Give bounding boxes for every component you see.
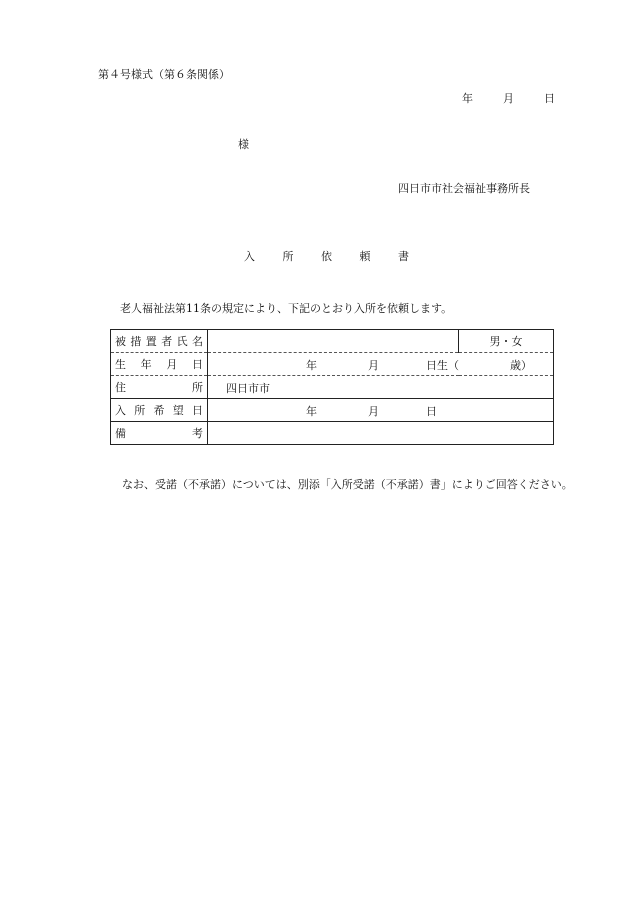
title-char: 依 bbox=[321, 250, 332, 263]
date-month: 月 bbox=[503, 92, 514, 105]
entry-year: 年 bbox=[306, 405, 317, 418]
table-row-address bbox=[111, 376, 554, 399]
intro-text: 老人福祉法第11条の規定により、下記のとおり入所を依頼します。 bbox=[120, 302, 453, 315]
date-year: 年 bbox=[462, 92, 473, 105]
entry-date-field[interactable] bbox=[208, 399, 554, 422]
title-char: 所 bbox=[282, 250, 294, 263]
name-field[interactable] bbox=[208, 330, 459, 353]
address-field[interactable] bbox=[208, 376, 554, 399]
table-row-name bbox=[111, 330, 554, 353]
remarks-label-cell bbox=[111, 422, 208, 445]
date-line bbox=[462, 90, 555, 106]
entry-label-cell bbox=[111, 399, 208, 422]
date-day: 日 bbox=[544, 92, 555, 105]
birthdate-field[interactable] bbox=[208, 353, 554, 376]
entry-month: 月 bbox=[368, 405, 379, 418]
reply-note: なお、受諾（不承諾）については、別添「入所受諾（不承諾）書」によりご回答ください。 bbox=[122, 478, 573, 491]
address-value: 四日市市 bbox=[226, 382, 270, 395]
gender-field[interactable]: 男・女 bbox=[459, 330, 554, 353]
table-row-entry-date bbox=[111, 399, 554, 422]
address-label: 住 所 bbox=[115, 381, 203, 394]
entry-day: 日 bbox=[426, 405, 437, 418]
remarks-label: 備 考 bbox=[115, 427, 203, 440]
address-label-cell bbox=[111, 376, 208, 399]
birth-day: 日生（ bbox=[426, 359, 459, 372]
title-char: 入 bbox=[244, 250, 255, 263]
birth-year: 年 bbox=[306, 359, 317, 372]
table-row-remarks bbox=[111, 422, 554, 445]
document-title bbox=[244, 248, 433, 264]
recipient-honorific: 様 bbox=[238, 138, 249, 151]
table-row-birthdate bbox=[111, 353, 554, 376]
title-char: 書 bbox=[398, 250, 409, 263]
sender-name: 四日市市社会福祉事務所長 bbox=[398, 182, 530, 195]
form-number: 第４号様式（第６条関係） bbox=[98, 68, 230, 81]
birth-month: 月 bbox=[368, 359, 379, 372]
name-label: 被措置者氏名 bbox=[115, 335, 203, 348]
request-form-table bbox=[110, 329, 554, 445]
entry-label: 入所希望日 bbox=[115, 404, 203, 417]
birth-age: 歳） bbox=[510, 359, 532, 372]
remarks-field[interactable] bbox=[208, 422, 554, 445]
title-char: 頼 bbox=[359, 250, 371, 263]
birth-label-cell bbox=[111, 353, 208, 376]
name-label-cell bbox=[111, 330, 208, 353]
birth-label: 生 年 月 日 bbox=[115, 358, 203, 371]
